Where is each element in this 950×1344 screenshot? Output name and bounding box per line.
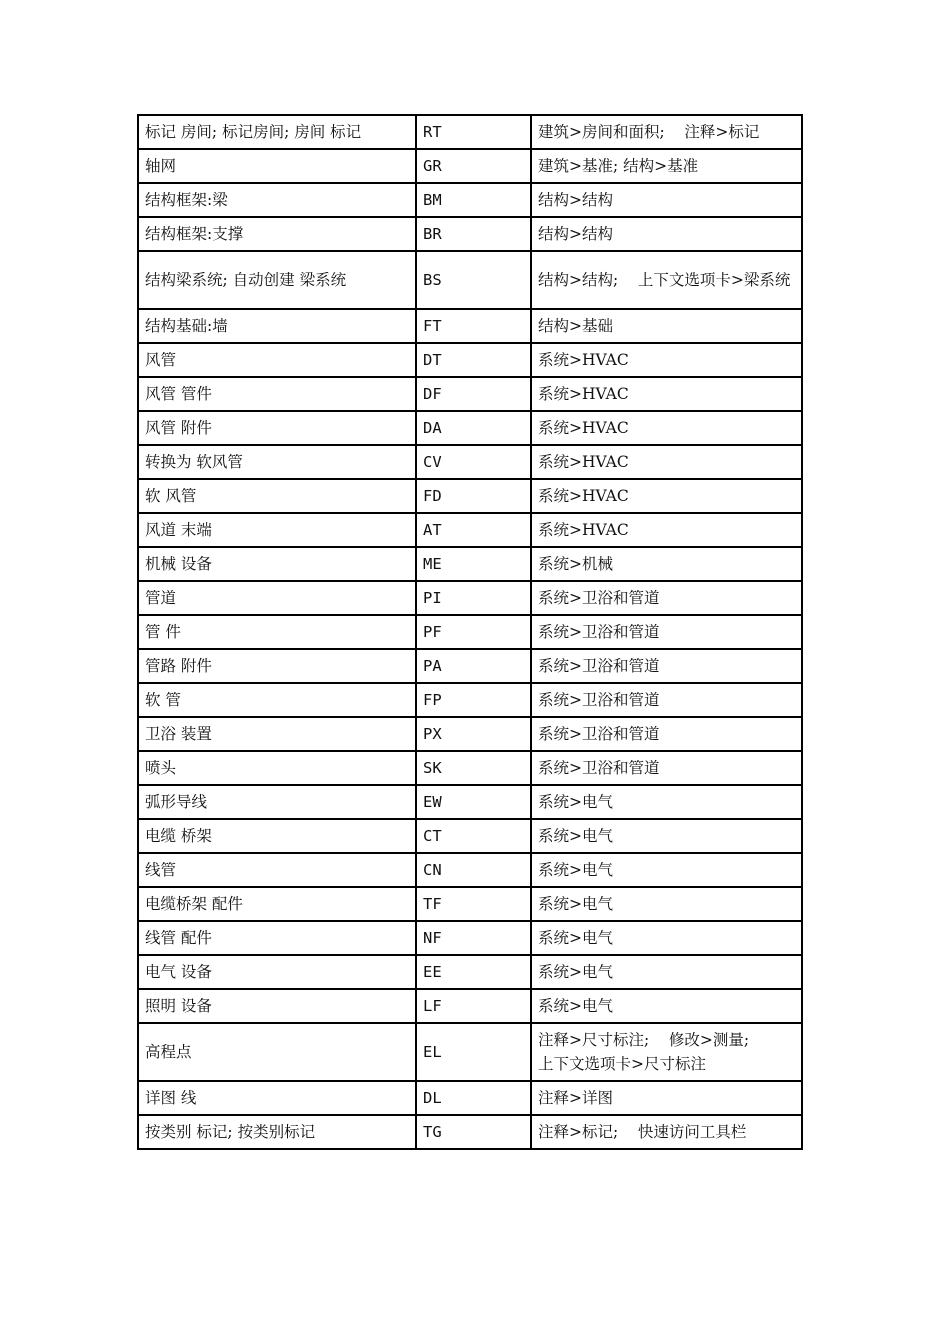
location-cell [531,819,802,853]
command-cell [138,251,416,309]
location-cell [531,717,802,751]
location-cell [531,251,802,309]
shortcut-cell [416,309,531,343]
shortcut-cell [416,615,531,649]
table-row [138,251,802,309]
location-cell-text: 系统>机械 [538,555,613,573]
shortcut-cell-text: BM [423,191,442,209]
shortcut-cell [416,887,531,921]
location-cell [531,183,802,217]
shortcut-cell [416,1081,531,1115]
location-cell [531,547,802,581]
command-cell-text: 管 件 [145,623,181,641]
location-cell-text: 系统>HVAC [538,385,629,403]
location-cell [531,989,802,1023]
command-cell-text: 结构框架:梁 [145,191,228,209]
command-cell-text: 结构基础:墙 [145,317,228,335]
table-row [138,343,802,377]
shortcut-cell-text: BS [423,271,442,289]
location-cell-text: 结构>基础 [538,317,613,335]
shortcut-cell [416,683,531,717]
command-cell-text: 轴网 [145,157,177,175]
shortcut-cell-text: FT [423,317,442,335]
command-cell-text: 线管 配件 [145,929,212,947]
command-cell-text: 线管 [145,861,177,879]
shortcut-cell-text: ME [423,555,442,573]
shortcut-cell [416,149,531,183]
shortcut-cell-text: DL [423,1089,442,1107]
location-cell [531,115,802,149]
command-cell [138,615,416,649]
command-cell-text: 风道 末端 [145,521,212,539]
shortcut-cell-text: DF [423,385,442,403]
shortcut-cell [416,853,531,887]
location-cell-text: 系统>卫浴和管道 [538,759,660,777]
command-cell [138,581,416,615]
location-cell-text: 系统>电气 [538,963,613,981]
command-cell [138,183,416,217]
command-cell-text: 卫浴 装置 [145,725,212,743]
shortcut-cell-text: LF [423,997,442,1015]
command-cell [138,649,416,683]
location-cell [531,1023,802,1081]
table-row [138,547,802,581]
command-cell [138,217,416,251]
shortcut-cell-text: CT [423,827,442,845]
shortcut-cell-text: RT [423,123,442,141]
location-cell-text: 系统>卫浴和管道 [538,725,660,743]
command-cell-text: 高程点 [145,1043,192,1061]
location-cell-text: 结构>结构; 上下文选项卡>梁系统 [538,271,791,289]
shortcut-cell [416,115,531,149]
location-cell-text: 系统>HVAC [538,419,629,437]
location-cell-text: 系统>HVAC [538,453,629,471]
location-cell-text: 注释>标记; 快速访问工具栏 [538,1123,747,1141]
table-row [138,1023,802,1081]
location-cell-text: 系统>卫浴和管道 [538,623,660,641]
table-row [138,377,802,411]
shortcut-cell [416,717,531,751]
shortcut-cell-text: BR [423,225,442,243]
location-cell [531,853,802,887]
table-row [138,1081,802,1115]
command-cell-text: 按类别 标记; 按类别标记 [145,1123,316,1141]
location-cell [531,615,802,649]
shortcut-cell [416,921,531,955]
location-cell-text: 系统>卫浴和管道 [538,657,660,675]
shortcut-cell-text: EL [423,1043,442,1061]
command-cell-text: 软 管 [145,691,181,709]
shortcut-cell [416,411,531,445]
location-cell [531,309,802,343]
command-cell [138,377,416,411]
shortcut-cell [416,547,531,581]
table-row [138,149,802,183]
command-cell [138,479,416,513]
command-cell [138,343,416,377]
location-cell-text: 系统>电气 [538,861,613,879]
table-row [138,115,802,149]
command-cell-text: 机械 设备 [145,555,212,573]
command-cell-text: 结构框架:支撑 [145,225,244,243]
command-cell [138,445,416,479]
shortcut-table [137,114,803,1150]
table-row [138,615,802,649]
shortcut-cell-text: FD [423,487,442,505]
command-cell [138,115,416,149]
shortcut-cell [416,343,531,377]
shortcut-cell-text: AT [423,521,442,539]
shortcut-cell-text: CN [423,861,442,879]
location-cell [531,683,802,717]
location-cell [531,513,802,547]
location-cell-text: 系统>电气 [538,827,613,845]
command-cell [138,717,416,751]
command-cell [138,819,416,853]
shortcut-cell [416,581,531,615]
table-row [138,649,802,683]
command-cell [138,1115,416,1149]
shortcut-cell-text: PF [423,623,442,641]
shortcut-cell [416,479,531,513]
command-cell [138,149,416,183]
command-cell [138,955,416,989]
shortcut-cell [416,1115,531,1149]
shortcut-cell-text: EW [423,793,442,811]
shortcut-cell-text: DA [423,419,442,437]
location-cell [531,149,802,183]
command-cell [138,411,416,445]
shortcut-cell-text: CV [423,453,442,471]
table-row [138,445,802,479]
location-cell-text: 结构>结构 [538,225,613,243]
location-cell-text: 系统>电气 [538,997,613,1015]
shortcut-cell [416,183,531,217]
shortcut-cell-text: GR [423,157,442,175]
table-row [138,683,802,717]
location-cell [531,217,802,251]
location-cell-text: 系统>HVAC [538,351,629,369]
shortcut-cell [416,1023,531,1081]
table-row [138,513,802,547]
shortcut-cell-text: FP [423,691,442,709]
shortcut-cell [416,649,531,683]
command-cell-text: 弧形导线 [145,793,208,811]
command-cell-text: 照明 设备 [145,997,212,1015]
table-row [138,217,802,251]
table-row [138,785,802,819]
command-cell [138,853,416,887]
table-row [138,989,802,1023]
command-cell-text: 管道 [145,589,177,607]
command-cell-text: 软 风管 [145,487,197,505]
command-cell-text: 电缆桥架 配件 [145,895,243,913]
command-cell [138,309,416,343]
location-cell-text: 系统>卫浴和管道 [538,691,660,709]
table-body [138,115,802,1149]
table-row [138,1115,802,1149]
shortcut-cell [416,819,531,853]
shortcut-cell-text: PX [423,725,442,743]
command-cell-text: 详图 线 [145,1089,197,1107]
location-cell [531,921,802,955]
command-cell [138,1023,416,1081]
location-cell [531,411,802,445]
shortcut-cell-text: TF [423,895,442,913]
shortcut-cell-text: EE [423,963,442,981]
shortcut-cell [416,955,531,989]
location-cell [531,1115,802,1149]
location-cell [531,751,802,785]
shortcut-cell [416,445,531,479]
location-cell [531,785,802,819]
location-cell-text: 注释>尺寸标注; 修改>测量; 上下文选项卡>尺寸标注 [538,1031,750,1073]
location-cell-text: 注释>详图 [538,1089,613,1107]
shortcut-cell-text: NF [423,929,442,947]
location-cell [531,887,802,921]
table-row [138,581,802,615]
command-cell-text: 结构梁系统; 自动创建 梁系统 [145,271,347,289]
location-cell [531,479,802,513]
table-row [138,309,802,343]
command-cell-text: 电气 设备 [145,963,212,981]
shortcut-cell [416,785,531,819]
location-cell [531,445,802,479]
location-cell-text: 系统>HVAC [538,521,629,539]
command-cell-text: 风管 [145,351,177,369]
table-row [138,183,802,217]
command-cell [138,683,416,717]
location-cell [531,649,802,683]
shortcut-cell [416,989,531,1023]
shortcut-cell-text: PI [423,589,442,607]
location-cell-text: 系统>卫浴和管道 [538,589,660,607]
command-cell-text: 喷头 [145,759,177,777]
shortcut-cell-text: PA [423,657,442,675]
shortcut-cell-text: DT [423,351,442,369]
command-cell [138,547,416,581]
shortcut-cell [416,251,531,309]
shortcut-cell-text: TG [423,1123,442,1141]
shortcut-cell [416,513,531,547]
command-cell-text: 风管 管件 [145,385,212,403]
command-cell-text: 电缆 桥架 [145,827,212,845]
shortcut-cell-text: SK [423,759,442,777]
location-cell [531,343,802,377]
command-cell [138,989,416,1023]
table-row [138,853,802,887]
location-cell-text: 系统>电气 [538,895,613,913]
table-row [138,955,802,989]
command-cell-text: 标记 房间; 标记房间; 房间 标记 [145,123,362,141]
command-cell-text: 管路 附件 [145,657,212,675]
location-cell [531,581,802,615]
shortcut-cell [416,217,531,251]
command-cell [138,513,416,547]
command-cell [138,785,416,819]
table-row [138,717,802,751]
location-cell-text: 结构>结构 [538,191,613,209]
table-row [138,479,802,513]
shortcut-cell [416,751,531,785]
location-cell-text: 系统>电气 [538,793,613,811]
location-cell [531,377,802,411]
command-cell-text: 风管 附件 [145,419,212,437]
table-row [138,819,802,853]
table-row [138,411,802,445]
location-cell [531,955,802,989]
command-cell [138,751,416,785]
location-cell-text: 建筑>房间和面积; 注释>标记 [538,123,760,141]
command-cell [138,921,416,955]
table-row [138,751,802,785]
shortcut-cell [416,377,531,411]
command-cell-text: 转换为 软风管 [145,453,243,471]
location-cell-text: 系统>电气 [538,929,613,947]
table-row [138,921,802,955]
table-row [138,887,802,921]
command-cell [138,1081,416,1115]
location-cell [531,1081,802,1115]
command-cell [138,887,416,921]
location-cell-text: 建筑>基准; 结构>基准 [538,157,699,175]
location-cell-text: 系统>HVAC [538,487,629,505]
